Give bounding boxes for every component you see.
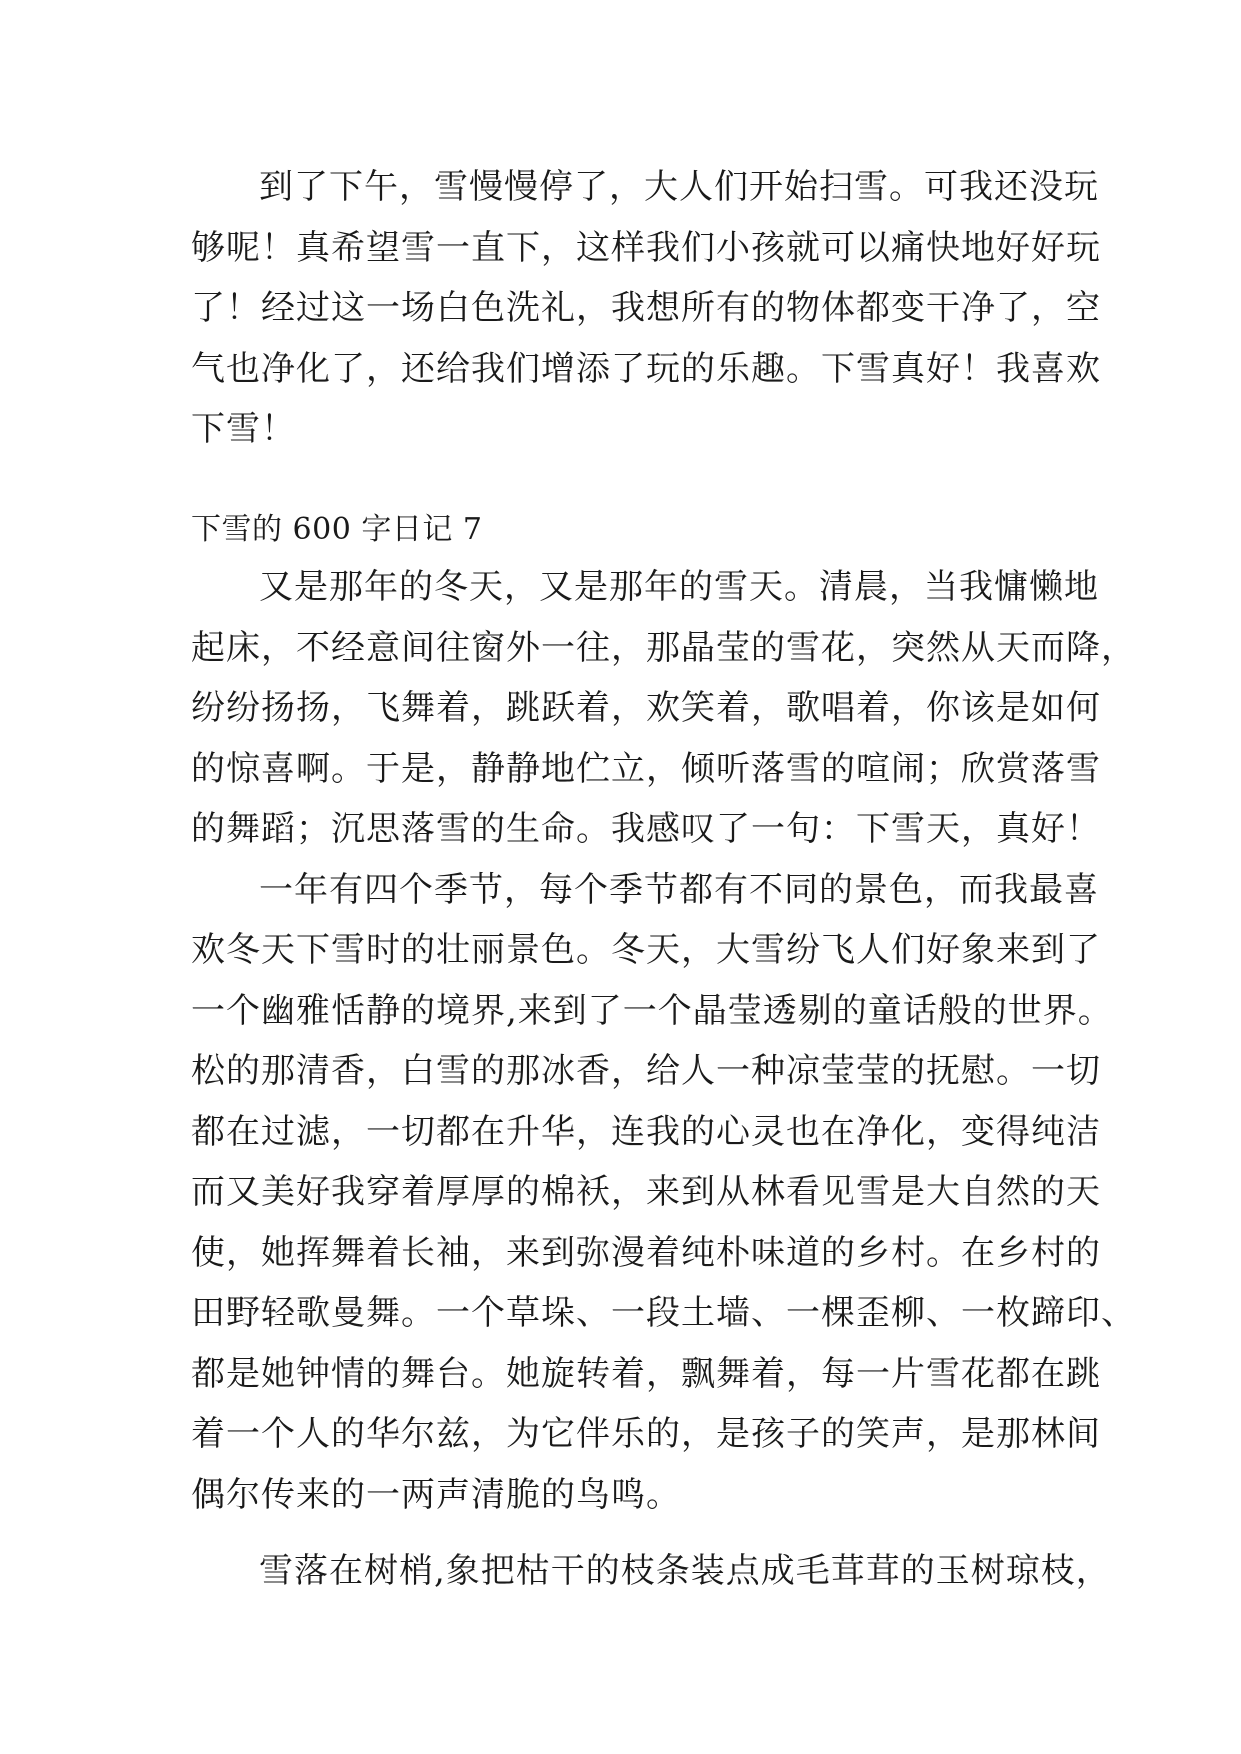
text-line: 的舞蹈；沉思落雪的生命。我感叹了一句：下雪天，真好！ — [191, 809, 1101, 849]
text-line: 到了下午，雪慢慢停了，大人们开始扫雪。可我还没玩 — [259, 167, 1099, 207]
text-line: 气也净化了，还给我们增添了玩的乐趣。下雪真好！我喜欢 — [191, 348, 1101, 389]
text-line: 雪落在树梢,象把枯干的枝条装点成毛茸茸的玉树琼枝， — [259, 1551, 1111, 1591]
text-line: 一个幽雅恬静的境界,来到了一个晶莹透剔的童话般的世界。 — [191, 990, 1113, 1031]
paragraph-afternoon-snow — [191, 157, 1101, 460]
text-line: 的惊喜啊。于是，静静地伫立，倾听落雪的喧闹；欣赏落雪 — [191, 748, 1101, 789]
text-line: 都在过滤，一切都在升华，连我的心灵也在净化，变得纯洁 — [191, 1111, 1101, 1152]
text-line: 着一个人的华尔兹，为它伴乐的，是孩子的笑声，是那林间 — [191, 1414, 1101, 1454]
text-line: 一年有四个季节，每个季节都有不同的景色，而我最喜 — [259, 869, 1099, 910]
text-line: 起床，不经意间往窗外一往，那晶莹的雪花，突然从天而降， — [191, 627, 1136, 668]
text-line: 松的那清香，白雪的那冰香，给人一种凉莹莹的抚慰。一切 — [191, 1051, 1101, 1091]
text-line: 又是那年的冬天，又是那年的雪天。清晨，当我慵懒地 — [259, 567, 1099, 607]
text-line: 欢冬天下雪时的壮丽景色。冬天，大雪纷飞人们好象来到了 — [191, 930, 1101, 970]
text-line: 使，她挥舞着长袖，来到弥漫着纯朴味道的乡村。在乡村的 — [191, 1232, 1101, 1273]
text-line: 够呢！真希望雪一直下，这样我们小孩就可以痛快地好好玩 — [191, 227, 1101, 268]
text-line: 纷纷扬扬，飞舞着，跳跃着，欢笑着，歌唱着，你该是如何 — [191, 688, 1101, 728]
text-line: 都是她钟情的舞台。她旋转着，飘舞着，每一片雪花都在跳 — [191, 1353, 1101, 1394]
text-line: 偶尔传来的一两声清脆的鸟鸣。 — [191, 1474, 681, 1515]
text-line: 下雪！ — [191, 409, 296, 449]
text-line: 了！经过这一场白色洗礼，我想所有的物体都变干净了，空 — [191, 288, 1101, 328]
paragraph-four-seasons — [191, 860, 1136, 1526]
diary-body — [191, 557, 1136, 1525]
paragraph-winter-morning — [191, 557, 1136, 860]
text-line: 田野轻歌曼舞。一个草垛、一段土墙、一棵歪柳、一枚蹄印、 — [191, 1293, 1136, 1333]
section-heading: 下雪的 600 字日记 7 — [191, 512, 483, 547]
paragraph-snow-on-branches — [191, 1541, 1111, 1602]
text-line: 而又美好我穿着厚厚的棉袄，来到从林看见雪是大自然的天 — [191, 1172, 1101, 1212]
